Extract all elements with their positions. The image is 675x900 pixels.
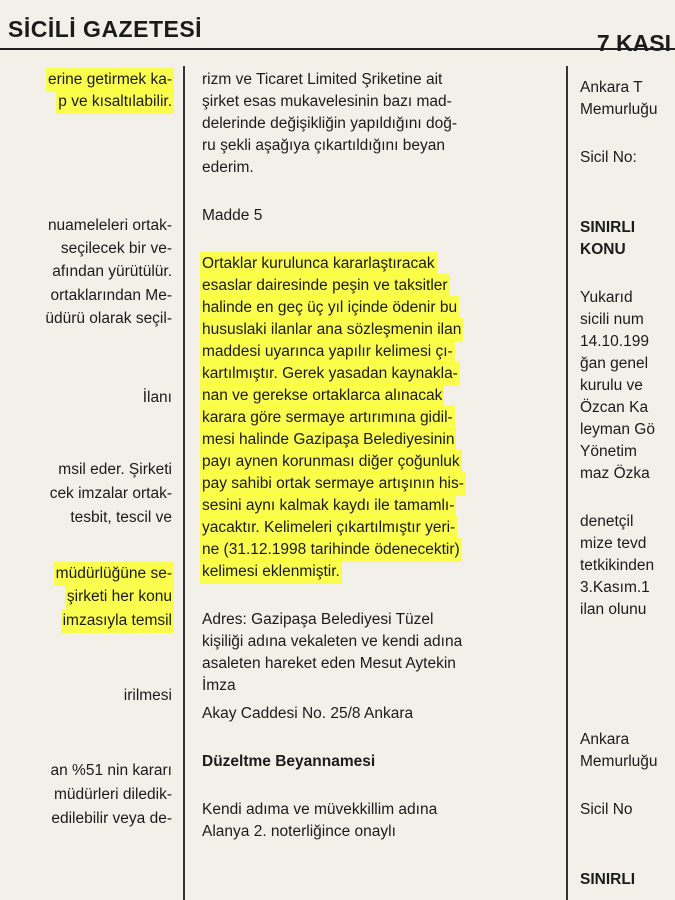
right-column-line: SINIRLI (580, 871, 636, 888)
middle-column-line: asaleten hareket eden Mesut Aytekin (202, 655, 456, 672)
middle-column-line: kartılmıştır. Gerek yasadan kaynakla- (202, 365, 458, 382)
right-column (574, 58, 675, 900)
left-column-line: cek imzalar ortak- (49, 485, 172, 502)
middle-column-line: halinde en geç üç yıl içinde ödenir bu (202, 299, 458, 316)
left-column-line: afından yürütülür. (52, 263, 172, 280)
right-column-line: maz Özka (580, 465, 650, 482)
left-column-line: müdürlüğüne se- (55, 565, 172, 582)
left-column-line: üdürü olarak seçil- (45, 310, 172, 327)
right-column-line: sicili num (580, 311, 644, 328)
right-column-line: 3.Kasım.1 (580, 579, 650, 596)
right-column-line: Yönetim (580, 443, 637, 460)
middle-column-line: delerinde değişikliğin yapıldığını doğ- (202, 115, 458, 132)
middle-column-line: sesini aynı kalmak kaydı ile tamamlı- (202, 497, 455, 514)
middle-column-line: ru şekli aşağıya çıkartıldığını beyan (202, 137, 445, 154)
right-column-line: Sicil No: (580, 149, 637, 166)
middle-column-line: karara göre sermaye artırımına gidil- (202, 409, 453, 426)
middle-column-line: yacaktır. Kelimeleri çıkartılmıştır yeri- (202, 519, 456, 536)
page-header (0, 0, 675, 56)
column-divider-right (566, 66, 568, 900)
right-column-line: Özcan Ka (580, 399, 649, 416)
middle-column-line: kişiliği adına vekaleten ve kendi adına (202, 633, 463, 650)
right-column-line: Ankara T (580, 79, 643, 96)
middle-column-line: ederim. (202, 159, 254, 176)
middle-column-line: rizm ve Ticaret Limited Şriketine ait (202, 71, 443, 88)
left-column-line: p ve kısaltılabilir. (58, 93, 172, 110)
middle-column-line: şirket esas mukavelesinin bazı mad- (202, 93, 452, 110)
left-column-line: tesbit, tescil ve (70, 509, 172, 526)
middle-column-line: mesi halinde Gazipaşa Belediyesinin (202, 431, 455, 448)
middle-column-line: esaslar dairesinde peşin ve taksitler (202, 277, 448, 294)
middle-column-line: payı aynen korunması diğer çoğunluk (202, 453, 460, 470)
left-column-line: ortaklarından Me- (50, 287, 172, 304)
left-column-line: nuameleleri ortak- (47, 217, 172, 234)
gazette-title: SİCİLİ GAZETESİ (8, 16, 203, 42)
right-column-line: tetkikinden (580, 557, 655, 574)
right-column-line: Memurluğu (580, 101, 658, 118)
right-column-line: ilan olunu (580, 601, 647, 618)
right-column-line: Ankara (580, 731, 630, 748)
middle-column-line: Adres: Gazipaşa Belediyesi Tüzel (202, 611, 434, 628)
right-column-line: ğan genel (580, 355, 649, 372)
left-column-line: şirketi her konu (66, 588, 172, 605)
middle-column-line: maddesi uyarınca yapılır kelimesi çı- (202, 343, 453, 360)
middle-column-line: Akay Caddesi No. 25/8 Ankara (202, 705, 414, 722)
left-column-line: an %51 nin kararı (50, 762, 172, 779)
middle-column-line: Madde 5 (202, 207, 263, 224)
middle-column-line: Ortaklar kurulunca kararlaştıracak (202, 255, 435, 272)
left-column-line: erine getirmek ka- (47, 71, 172, 88)
left-column-line: imzasıyla temsil (62, 612, 172, 629)
left-column-line: seçilecek bir ve- (60, 240, 172, 257)
left-column-line: irilmesi (123, 687, 172, 704)
right-column-line: 14.10.199 (580, 333, 649, 350)
left-column-line: İlanı (142, 389, 172, 406)
issue-date: 7 KASI (596, 30, 671, 56)
right-column-line: Sicil No (580, 801, 633, 818)
middle-column-line: pay sahibi ortak sermaye artışının his- (202, 475, 464, 492)
right-column-line: Yukarıd (580, 289, 633, 306)
column-divider-left (183, 66, 185, 900)
middle-column-line: Düzeltme Beyannamesi (202, 753, 376, 770)
right-column-line: kurulu ve (580, 377, 643, 394)
left-column-line: edilebilir veya de- (51, 810, 172, 827)
right-column-line: leyman Gö (580, 421, 655, 438)
left-column (0, 58, 180, 900)
middle-column-line: İmza (202, 677, 236, 694)
middle-column-line: Alanya 2. noterliğince onaylı (202, 823, 396, 840)
middle-column-line: Kendi adıma ve müvekkillim adına (202, 801, 438, 818)
right-column-line: denetçil (580, 513, 634, 530)
left-column-line: msil eder. Şirketi (58, 461, 172, 478)
middle-column (190, 58, 562, 900)
middle-column-line: nan ve gerekse ortaklarca alınacak (202, 387, 443, 404)
middle-column-line: kelimesi eklenmiştir. (202, 563, 340, 580)
left-column-line: müdürleri diledik- (53, 786, 172, 803)
right-column-line: SINIRLI (580, 219, 636, 236)
middle-column-line: hususlaki ilanlar ana sözleşmenin ilan (202, 321, 462, 338)
middle-column-line: ne (31.12.1998 tarihinde ödenecektir) (202, 541, 460, 558)
right-column-line: mize tevd (580, 535, 647, 552)
right-column-line: Memurluğu (580, 753, 658, 770)
right-column-line: KONU (580, 241, 626, 258)
